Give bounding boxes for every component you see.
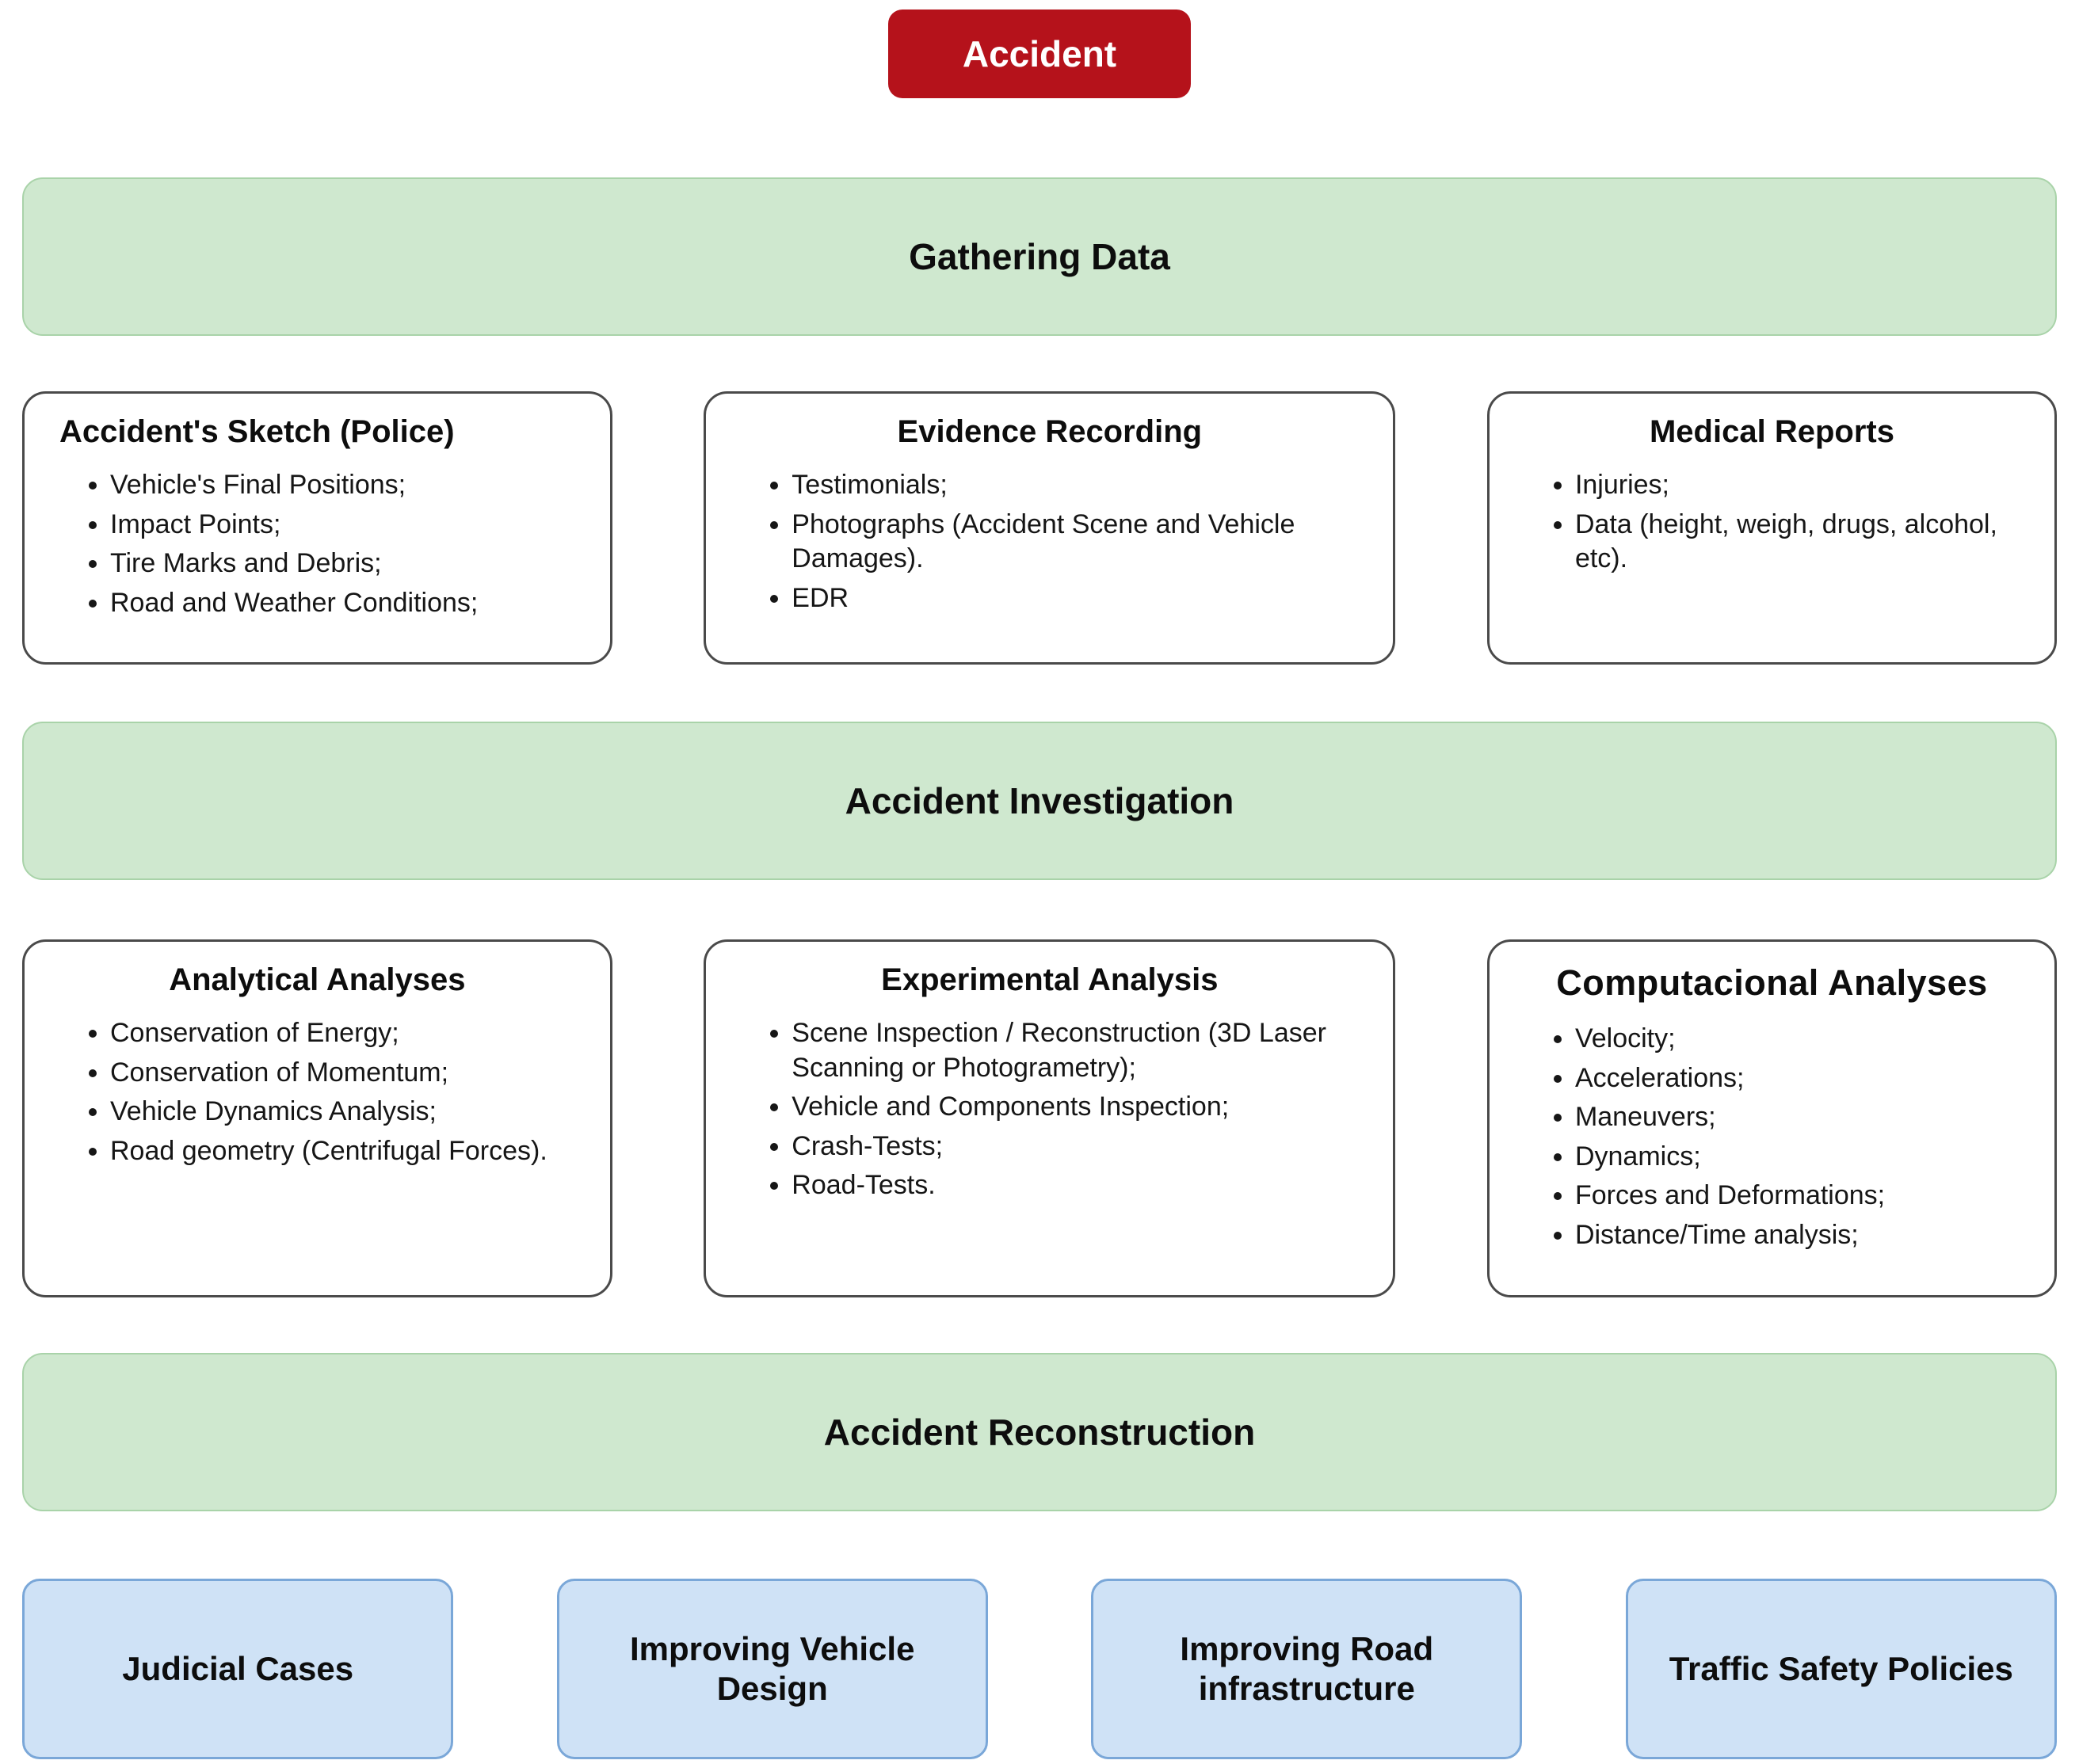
- card-evidence-recording: [704, 391, 1395, 665]
- list-item: • Dynamics;: [1575, 1137, 2031, 1177]
- bullet-list: [48, 466, 586, 623]
- banner-accident-investigation: [22, 722, 2057, 880]
- list-item: • Injuries;: [1575, 466, 2031, 505]
- card-title: Medical Reports: [1649, 414, 1894, 449]
- investigation-row: [22, 939, 2057, 1297]
- banner-gathering-data: [22, 177, 2057, 336]
- banner-accident-investigation-label: Accident Investigation: [845, 780, 1234, 821]
- outcome-label: Judicial Cases: [122, 1649, 354, 1687]
- accident-node: [888, 10, 1191, 98]
- outcome-traffic-safety-policies: [1626, 1579, 2057, 1759]
- banner-accident-reconstruction-label: Accident Reconstruction: [823, 1412, 1256, 1453]
- list-item: • Scene Inspection / Reconstruction (3D Laser Scanning or Photogrametry);: [792, 1014, 1369, 1088]
- list-item: • Accelerations;: [1575, 1059, 2031, 1099]
- list-item: • Road and Weather Conditions;: [110, 584, 586, 623]
- list-item: • Forces and Deformations;: [1575, 1176, 2031, 1216]
- list-item: • Velocity;: [1575, 1019, 2031, 1059]
- bullet-list: [730, 1014, 1369, 1206]
- bullet-list: [48, 1014, 586, 1171]
- list-item: • Crash-Tests;: [792, 1127, 1369, 1167]
- card-medical-reports: [1487, 391, 2057, 665]
- outcome-judicial-cases: [22, 1579, 453, 1759]
- list-item: • Road-Tests.: [792, 1166, 1369, 1206]
- card-title: Computacional Analyses: [1556, 962, 1988, 1003]
- card-title: Accident's Sketch (Police): [59, 414, 455, 449]
- list-item: • EDR: [792, 579, 1369, 619]
- list-item: • Tire Marks and Debris;: [110, 544, 586, 584]
- list-item: • Vehicle's Final Positions;: [110, 466, 586, 505]
- list-item: • Maneuvers;: [1575, 1098, 2031, 1137]
- card-computational-analyses: [1487, 939, 2057, 1297]
- list-item: • Vehicle Dynamics Analysis;: [110, 1092, 586, 1132]
- outcomes-row: [22, 1579, 2057, 1759]
- list-item: • Conservation of Momentum;: [110, 1053, 586, 1093]
- outcome-improving-vehicle-design: [557, 1579, 988, 1759]
- card-experimental-analysis: [704, 939, 1395, 1297]
- list-item: • Conservation of Energy;: [110, 1014, 586, 1053]
- card-title: Experimental Analysis: [881, 962, 1219, 997]
- outcome-label: Traffic Safety Policies: [1669, 1649, 2013, 1687]
- outcome-label: Improving Vehicle Design: [630, 1629, 915, 1707]
- banner-accident-reconstruction: [22, 1353, 2057, 1511]
- card-analytical-analyses: [22, 939, 612, 1297]
- list-item: • Vehicle and Components Inspection;: [792, 1088, 1369, 1127]
- list-item: • Road geometry (Centrifugal Forces).: [110, 1132, 586, 1172]
- list-item: • Testimonials;: [792, 466, 1369, 505]
- list-item: • Impact Points;: [110, 505, 586, 545]
- list-item: • Photographs (Accident Scene and Vehicle Damages).: [792, 505, 1369, 579]
- bullet-list: [1513, 466, 2031, 579]
- bullet-list: [730, 466, 1369, 618]
- card-accidents-sketch: [22, 391, 612, 665]
- card-title: Analytical Analyses: [169, 962, 466, 997]
- accident-label: Accident: [962, 33, 1117, 74]
- outcome-improving-road-infrastructure: [1091, 1579, 1522, 1759]
- list-item: • Distance/Time analysis;: [1575, 1216, 2031, 1255]
- bullet-list: [1513, 1019, 2031, 1255]
- banner-gathering-data-label: Gathering Data: [909, 236, 1170, 277]
- outcome-label: Improving Road infrastructure: [1180, 1629, 1434, 1707]
- gathering-row: [22, 391, 2057, 665]
- list-item: • Data (height, weigh, drugs, alcohol, etc).: [1575, 505, 2031, 579]
- card-title: Evidence Recording: [897, 414, 1203, 449]
